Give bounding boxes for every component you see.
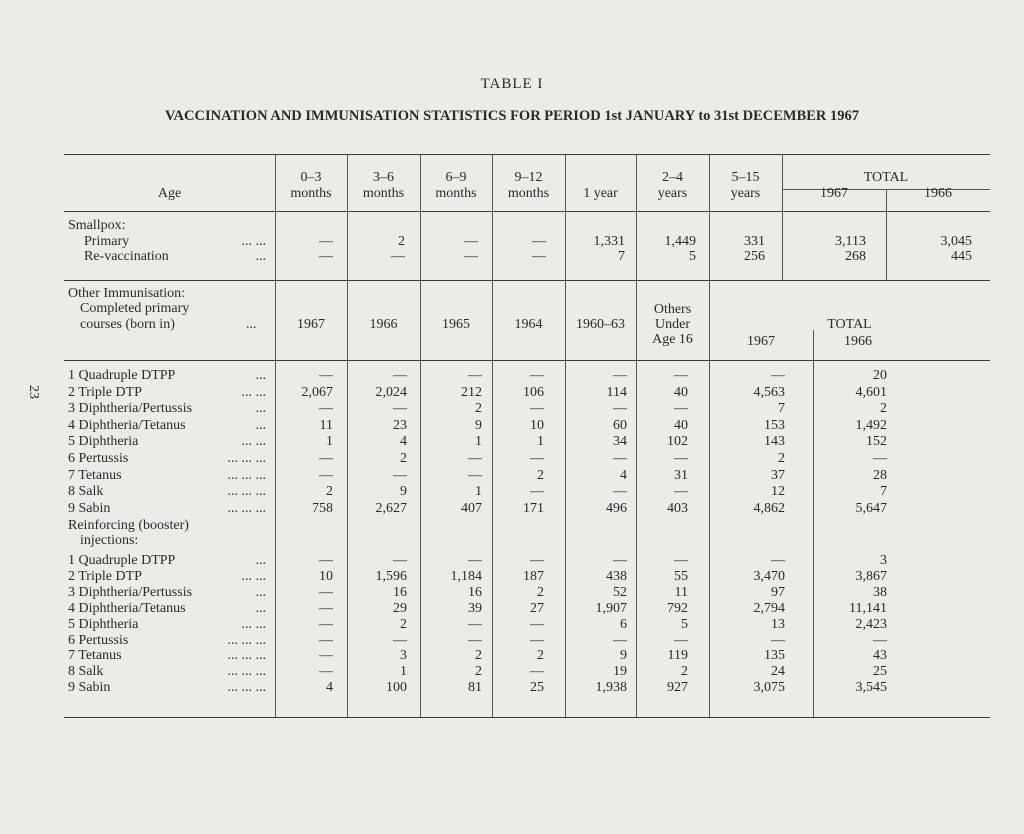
cell-c1: — <box>319 401 333 417</box>
cell-t66: 25 <box>873 664 887 680</box>
rule-top <box>64 154 990 155</box>
cell-c6: — <box>674 553 688 568</box>
cell-c3: 16 <box>468 584 482 600</box>
cell-c1: — <box>319 664 333 680</box>
header-c7-line1: 5–15 <box>731 170 760 185</box>
others-line2: Under <box>655 317 690 332</box>
cell-dots: ... <box>255 584 266 600</box>
cell-c2: 100 <box>386 680 407 696</box>
cell-c4: 2 <box>537 648 544 664</box>
other-total-1966: 1966 <box>844 334 872 349</box>
cell-c1: 11 <box>319 417 333 433</box>
header-total-1967: 1967 <box>820 186 848 201</box>
cell-c2: — <box>393 401 407 417</box>
cell-t66: 2 <box>880 401 887 417</box>
cell-dots: ... <box>255 417 266 433</box>
cell-c3: — <box>468 553 482 568</box>
cell-label: 8 Salk <box>68 664 104 680</box>
cell-c5: 19 <box>613 664 627 680</box>
table-row <box>0 368 1024 383</box>
reinforcing-line1: Reinforcing (booster) <box>68 518 189 533</box>
cell-c5: 52 <box>613 584 627 600</box>
cell-label: 7 Tetanus <box>68 648 122 664</box>
cell-c4: — <box>530 451 544 466</box>
cell-c2: 2,627 <box>375 500 407 516</box>
cell-label: 5 Diphtheria <box>68 616 139 632</box>
cell-dots: ... ... <box>241 434 266 450</box>
cell-c2: 29 <box>393 600 407 616</box>
cell-dots: ... ... ... <box>227 451 266 466</box>
cell-c1: — <box>319 616 333 632</box>
cell-t67: — <box>771 632 785 648</box>
cell-t66: 20 <box>873 368 887 383</box>
cell-t66: 1,492 <box>855 417 887 433</box>
cell-c5: 34 <box>613 434 627 450</box>
cell-c1: — <box>319 234 333 249</box>
cell-c6: 5 <box>689 249 696 264</box>
cell-dots: ... <box>255 368 266 383</box>
header-c1-line2: months <box>290 186 332 201</box>
cell-c4: 187 <box>523 568 544 584</box>
cell-t67: — <box>771 553 785 568</box>
cell-c6: 40 <box>674 417 688 433</box>
cell-dots: ... ... <box>241 384 266 400</box>
cell-label: 1 Quadruple DTPP <box>68 553 176 568</box>
table-row <box>0 434 1024 449</box>
cell-c3: — <box>464 249 478 264</box>
cell-c6: 927 <box>667 680 688 696</box>
cell-c4: 10 <box>530 417 544 433</box>
table-row <box>0 401 1024 416</box>
cell-label: 2 Triple DTP <box>68 384 142 400</box>
cell-c1: — <box>319 632 333 648</box>
cell-c4: 2 <box>537 584 544 600</box>
cell-c3: 39 <box>468 600 482 616</box>
cell-c5: 1,907 <box>595 600 627 616</box>
cell-t66: 28 <box>873 467 887 483</box>
cell-c2: 23 <box>393 417 407 433</box>
cell-c1: — <box>319 600 333 616</box>
cell-c5: 7 <box>618 249 625 264</box>
cell-c6: 31 <box>674 467 688 483</box>
born-1964: 1964 <box>514 317 543 332</box>
cell-c1: — <box>319 467 333 483</box>
cell-c4: — <box>532 249 546 264</box>
others-line3: Age 16 <box>652 332 693 347</box>
cell-dots: ... ... ... <box>227 500 266 516</box>
cell-t66: 3 <box>880 553 887 568</box>
cell-c2: — <box>393 632 407 648</box>
cell-c6: 55 <box>674 568 688 584</box>
cell-label: 8 Salk <box>68 484 104 500</box>
cell-c1: — <box>319 553 333 568</box>
cell-t67: 4,862 <box>753 500 785 516</box>
cell-c6: 403 <box>667 500 688 516</box>
smallpox-label: Smallpox: <box>68 218 126 233</box>
table-row <box>0 633 1024 648</box>
cell-c4: 2 <box>537 467 544 483</box>
cell-dots: ... ... ... <box>227 467 266 483</box>
cell-t67: 24 <box>771 664 785 680</box>
cell-c5: 6 <box>620 616 627 632</box>
cell-c3: — <box>468 632 482 648</box>
cell-t67: 153 <box>764 417 785 433</box>
others-line1: Others <box>653 302 692 317</box>
cell-c2: — <box>393 368 407 383</box>
other-total-1967: 1967 <box>747 334 775 349</box>
header-c5: 1 year <box>583 186 618 201</box>
cell-c7: 256 <box>744 249 765 264</box>
table-row <box>0 249 1024 264</box>
header-c6-line2: years <box>657 186 688 201</box>
cell-dots: ... ... <box>241 234 266 249</box>
other-line2: Completed primary <box>80 301 190 316</box>
cell-c4: 1 <box>537 434 544 450</box>
cell-t66: 5,647 <box>855 500 887 516</box>
table-row <box>0 501 1024 516</box>
other-dots: ... <box>246 317 257 332</box>
cell-c2: — <box>391 249 405 264</box>
table-row <box>0 648 1024 663</box>
cell-label: 2 Triple DTP <box>68 568 142 584</box>
cell-t66: 4,601 <box>855 384 887 400</box>
cell-c3: 212 <box>461 384 482 400</box>
cell-t66: — <box>873 451 887 466</box>
cell-label: 1 Quadruple DTPP <box>68 368 176 383</box>
cell-t66: 2,423 <box>855 616 887 632</box>
cell-c3: 2 <box>475 648 482 664</box>
cell-t67: — <box>771 368 785 383</box>
rule-bottom <box>64 717 990 718</box>
cell-t66: 3,545 <box>855 680 887 696</box>
cell-c2: — <box>393 553 407 568</box>
cell-c3: 1 <box>475 434 482 450</box>
header-c3-line1: 6–9 <box>445 170 467 185</box>
cell-t67: 3,075 <box>753 680 785 696</box>
reinforcing-line2: injections: <box>80 533 139 548</box>
cell-c4: — <box>532 234 546 249</box>
cell-c4: — <box>530 616 544 632</box>
cell-t67: 12 <box>771 484 785 500</box>
cell-c4: 171 <box>523 500 544 516</box>
cell-c6: 792 <box>667 600 688 616</box>
cell-dots: ... ... ... <box>227 484 266 500</box>
cell-dots: ... ... ... <box>227 648 266 664</box>
cell-c6: — <box>674 632 688 648</box>
table-row <box>0 553 1024 568</box>
cell-c6: 5 <box>681 616 688 632</box>
cell-c2: 2,024 <box>375 384 407 400</box>
cell-c1: 4 <box>326 680 333 696</box>
cell-c6: — <box>674 484 688 500</box>
cell-c1: 2 <box>326 484 333 500</box>
cell-c2: 2 <box>400 451 407 466</box>
header-total: TOTAL <box>863 170 909 185</box>
table-row <box>0 601 1024 616</box>
rule-other-header-bottom <box>64 360 990 361</box>
cell-c1: — <box>319 368 333 383</box>
table-row <box>0 569 1024 584</box>
cell-dots: ... ... <box>241 568 266 584</box>
table-row <box>0 617 1024 632</box>
table-subtitle: VACCINATION AND IMMUNISATION STATISTICS FOR PERIOD 1st JANUARY to 31st DECEMBER 1967 <box>164 108 860 124</box>
cell-label: Primary <box>84 234 130 249</box>
header-c2-line2: months <box>362 186 405 201</box>
table-row <box>0 680 1024 695</box>
table-row <box>0 664 1024 679</box>
cell-c5: 114 <box>606 384 627 400</box>
cell-dots: ... ... ... <box>227 632 266 648</box>
cell-t66: 3,045 <box>940 234 972 249</box>
cell-c4: — <box>530 484 544 500</box>
cell-c5: — <box>613 401 627 417</box>
cell-c1: — <box>319 451 333 466</box>
cell-label: 3 Diphtheria/Pertussis <box>68 584 193 600</box>
cell-c4: — <box>530 553 544 568</box>
cell-c5: — <box>613 451 627 466</box>
cell-c2: 9 <box>400 484 407 500</box>
born-1960-63: 1960–63 <box>576 317 625 332</box>
cell-c7: 331 <box>744 234 765 249</box>
cell-t67: 97 <box>771 584 785 600</box>
cell-dots: ... ... ... <box>227 664 266 680</box>
cell-c2: 1,596 <box>375 568 407 584</box>
cell-label: 7 Tetanus <box>68 467 122 483</box>
cell-label: 9 Sabin <box>68 680 111 696</box>
cell-c3: — <box>468 451 482 466</box>
cell-t67: 135 <box>764 648 785 664</box>
other-line1: Other Immunisation: <box>68 286 186 301</box>
cell-c3: 407 <box>461 500 482 516</box>
cell-t67: 13 <box>771 616 785 632</box>
cell-t67: 37 <box>771 467 785 483</box>
table-row <box>0 585 1024 600</box>
cell-t66: 11,141 <box>849 600 887 616</box>
header-c4-line2: months <box>507 186 550 201</box>
cell-c4: 25 <box>530 680 544 696</box>
cell-c5: 496 <box>606 500 627 516</box>
cell-c2: 16 <box>393 584 407 600</box>
table-row <box>0 385 1024 400</box>
cell-c5: 438 <box>606 568 627 584</box>
header-total-1966: 1966 <box>924 186 952 201</box>
cell-label: 3 Diphtheria/Pertussis <box>68 401 193 417</box>
cell-label: 9 Sabin <box>68 500 111 516</box>
cell-c6: 11 <box>674 584 688 600</box>
cell-c5: 1,331 <box>593 234 625 249</box>
cell-dots: ... <box>255 401 266 417</box>
header-c1-line1: 0–3 <box>300 170 322 185</box>
cell-c6: — <box>674 401 688 417</box>
header-c7-line2: years <box>730 186 761 201</box>
born-1967: 1967 <box>297 317 325 332</box>
cell-c5: — <box>613 368 627 383</box>
cell-c6: 40 <box>674 384 688 400</box>
cell-c5: 4 <box>620 467 627 483</box>
cell-label: 6 Pertussis <box>68 451 129 466</box>
cell-c2: — <box>393 467 407 483</box>
cell-c1: — <box>319 648 333 664</box>
table-row <box>0 468 1024 483</box>
table-row <box>0 484 1024 499</box>
cell-c1: — <box>319 249 333 264</box>
rule-smallpox-bottom <box>64 280 990 281</box>
cell-c4: 27 <box>530 600 544 616</box>
cell-c4: — <box>530 632 544 648</box>
cell-c2: 1 <box>400 664 407 680</box>
cell-c4: 106 <box>523 384 544 400</box>
cell-c1: — <box>319 584 333 600</box>
cell-t66: 38 <box>873 584 887 600</box>
cell-c5: 1,938 <box>595 680 627 696</box>
cell-c4: — <box>530 401 544 417</box>
header-age: Age <box>157 186 182 201</box>
cell-c6: 2 <box>681 664 688 680</box>
cell-t66: 3,867 <box>855 568 887 584</box>
cell-c2: 4 <box>400 434 407 450</box>
cell-c6: 119 <box>667 648 688 664</box>
cell-label: 4 Diphtheria/Tetanus <box>68 417 186 433</box>
rule-header-bottom <box>64 211 990 212</box>
born-1966: 1966 <box>369 317 398 332</box>
cell-t67: 4,563 <box>753 384 785 400</box>
cell-t67: 268 <box>845 249 866 264</box>
cell-c5: 9 <box>620 648 627 664</box>
cell-c6: — <box>674 451 688 466</box>
header-c3-line2: months <box>435 186 477 201</box>
born-1965: 1965 <box>442 317 470 332</box>
cell-c3: 1 <box>475 484 482 500</box>
cell-dots: ... <box>255 600 266 616</box>
cell-t66: 152 <box>866 434 887 450</box>
cell-dots: ... ... ... <box>227 680 266 696</box>
cell-c3: 9 <box>475 417 482 433</box>
cell-c2: 2 <box>398 234 405 249</box>
cell-c2: 3 <box>400 648 407 664</box>
cell-c3: 2 <box>475 401 482 417</box>
cell-c4: — <box>530 368 544 383</box>
cell-t67: 7 <box>778 401 785 417</box>
cell-t67: 2,794 <box>753 600 785 616</box>
cell-c5: — <box>613 553 627 568</box>
page-number: 23 <box>26 385 41 399</box>
cell-dots: ... <box>255 249 266 264</box>
header-c4-line1: 9–12 <box>514 170 543 185</box>
cell-t66: — <box>873 632 887 648</box>
cell-c1: 10 <box>319 568 333 584</box>
cell-t67: 3,470 <box>753 568 785 584</box>
cell-label: 4 Diphtheria/Tetanus <box>68 600 186 616</box>
table-title: TABLE I <box>480 76 544 92</box>
cell-t67: 3,113 <box>835 234 866 249</box>
cell-c6: 1,449 <box>664 234 696 249</box>
cell-t67: 2 <box>778 451 785 466</box>
cell-c3: 2 <box>475 664 482 680</box>
cell-c3: 81 <box>468 680 482 696</box>
table-row <box>0 451 1024 466</box>
cell-c5: — <box>613 484 627 500</box>
cell-c3: — <box>468 467 482 483</box>
cell-t66: 7 <box>880 484 887 500</box>
other-line3: courses (born in) <box>80 317 175 332</box>
header-c2-line1: 3–6 <box>373 170 394 185</box>
cell-c3: — <box>464 234 478 249</box>
cell-c6: 102 <box>667 434 688 450</box>
table-row <box>0 418 1024 433</box>
cell-c4: — <box>530 664 544 680</box>
cell-label: 6 Pertussis <box>68 632 129 648</box>
cell-c5: — <box>613 632 627 648</box>
cell-c1: 2,067 <box>301 384 333 400</box>
cell-label: Re-vaccination <box>84 249 169 264</box>
table-row <box>0 234 1024 249</box>
cell-c6: — <box>674 368 688 383</box>
cell-dots: ... ... <box>241 616 266 632</box>
cell-c3: — <box>468 368 482 383</box>
cell-c1: 1 <box>326 434 333 450</box>
other-total: TOTAL <box>827 317 872 332</box>
cell-dots: ... <box>255 553 266 568</box>
cell-c1: 758 <box>312 500 333 516</box>
cell-t66: 43 <box>873 648 887 664</box>
cell-t66: 445 <box>951 249 972 264</box>
cell-label: 5 Diphtheria <box>68 434 139 450</box>
cell-c3: — <box>468 616 482 632</box>
header-c6-line1: 2–4 <box>662 170 683 185</box>
cell-c5: 60 <box>613 417 627 433</box>
cell-c3: 1,184 <box>450 568 482 584</box>
cell-t67: 143 <box>764 434 785 450</box>
cell-c2: 2 <box>400 616 407 632</box>
